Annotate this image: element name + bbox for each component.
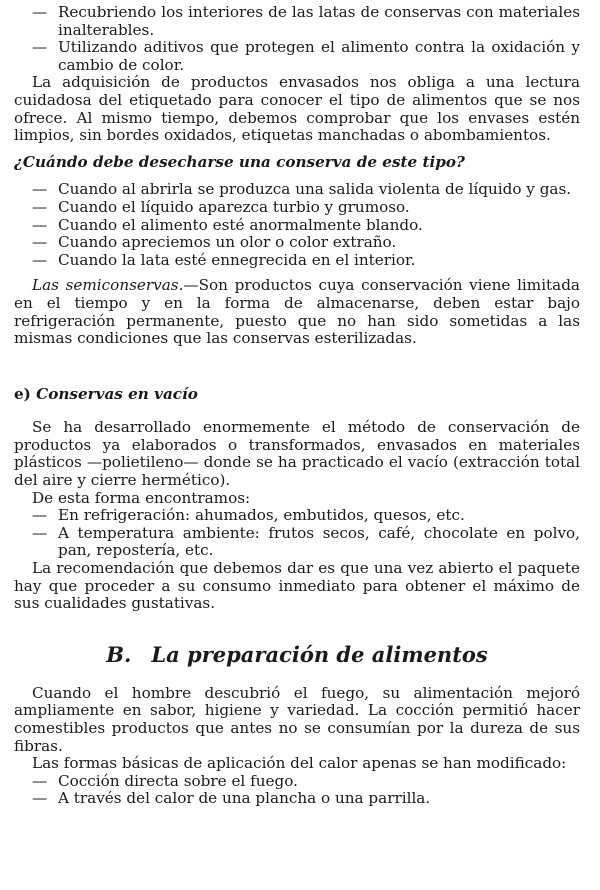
list-item: — Cuando el líquido aparezca turbio y grumoso.	[32, 197, 410, 216]
intro-list	[14, 4, 580, 74]
section-b-letter: B.	[106, 641, 132, 667]
list-item: — Utilizando aditivos que protegen el alimento contra la oxidación y cambio de color.	[32, 38, 580, 74]
paragraph-semiconservas: Las semiconservas.—Son productos cuya conservación viene limitada en el tiempo y en la forma de almacenarse, deben estar bajo refrigeración permanente, puesto que no han sido sometidas a las mismas condiciones que las conservas esterilizadas.	[14, 276, 580, 348]
dash-bullet: —	[32, 523, 48, 542]
dash-bullet: —	[32, 506, 48, 525]
list-item: — Cuando la lata esté ennegrecida en el interior.	[32, 250, 416, 269]
list-item: — A temperatura ambiente: frutos secos, café, chocolate en polvo, pan, repostería, etc.	[32, 523, 580, 560]
list-item: — Cocción directa sobre el fuego.	[32, 771, 298, 790]
paragraph-formas: Las formas básicas de aplicación del calor apenas se han modificado:	[32, 754, 567, 773]
question-heading: ¿Cuándo debe desecharse una conserva de este tipo?	[14, 152, 465, 171]
dash-bullet: —	[32, 3, 48, 21]
section-e-title: Conservas en vacío	[36, 384, 198, 403]
dash-bullet: —	[32, 233, 48, 252]
paragraph-adquisicion: La adquisición de productos envasados nos obliga a una lectura cuidadosa del etiquetado para conocer el tipo de alimentos que se nos ofrece. Al mismo tiempo, debemos comprobar que los envases estén limpios, sin bordes oxidados, etiquetas manchadas o abombamientos.	[14, 73, 580, 145]
section-b-title: La preparación de alimentos	[151, 641, 488, 667]
dash-bullet: —	[32, 250, 48, 269]
dash-bullet: —	[32, 197, 48, 216]
dash-bullet: —	[32, 180, 48, 199]
paragraph-fuego: Cuando el hombre descubrió el fuego, su alimentación mejoró ampliamente en sabor, higiene y variedad. La cocción permitió hacer comestibles productos que antes no se consumían por la dureza de sus fibras.	[14, 683, 580, 755]
desechar-list	[14, 181, 580, 269]
dash-bullet: —	[32, 38, 48, 57]
vacio-list	[14, 507, 580, 560]
paragraph-recomendacion: La recomendación que debemos dar es que una vez abierto el paquete hay que proceder a su consumo inmediato para obtener el máximo de sus cualidades gustativas.	[14, 559, 580, 613]
list-item: — Cuando el alimento esté anormalmente blando.	[32, 215, 423, 234]
list-item: — Cuando al abrirla se produzca una salida violenta de líquido y gas.	[32, 180, 572, 199]
paragraph-vacio: Se ha desarrollado enormemente el método de conservación de productos ya elaborados o transformados, envasados en materiales plásticos —polietileno— donde se ha practicado el vacío (extracción total del aire y cierre hermético).	[14, 418, 580, 490]
semiconservas-term: Las semiconservas.	[32, 276, 184, 295]
paragraph-forma: De esta forma encontramos:	[32, 488, 251, 507]
list-item: — En refrigeración: ahumados, embutidos, quesos, etc.	[32, 506, 465, 525]
document-page	[14, 4, 580, 808]
calor-list	[14, 773, 580, 808]
section-b-heading	[14, 643, 580, 667]
list-item: — Cuando apreciemos un olor o color extraño.	[32, 233, 397, 252]
dash-bullet: —	[32, 789, 48, 808]
list-item: — A través del calor de una plancha o una parrilla.	[32, 789, 431, 808]
list-item: — Recubriendo los interiores de las latas de conservas con materiales inalterables.	[32, 3, 580, 39]
dash-bullet: —	[32, 771, 48, 790]
dash-bullet: —	[32, 215, 48, 234]
section-e-heading	[14, 386, 580, 404]
section-e-letter: e)	[14, 384, 31, 403]
